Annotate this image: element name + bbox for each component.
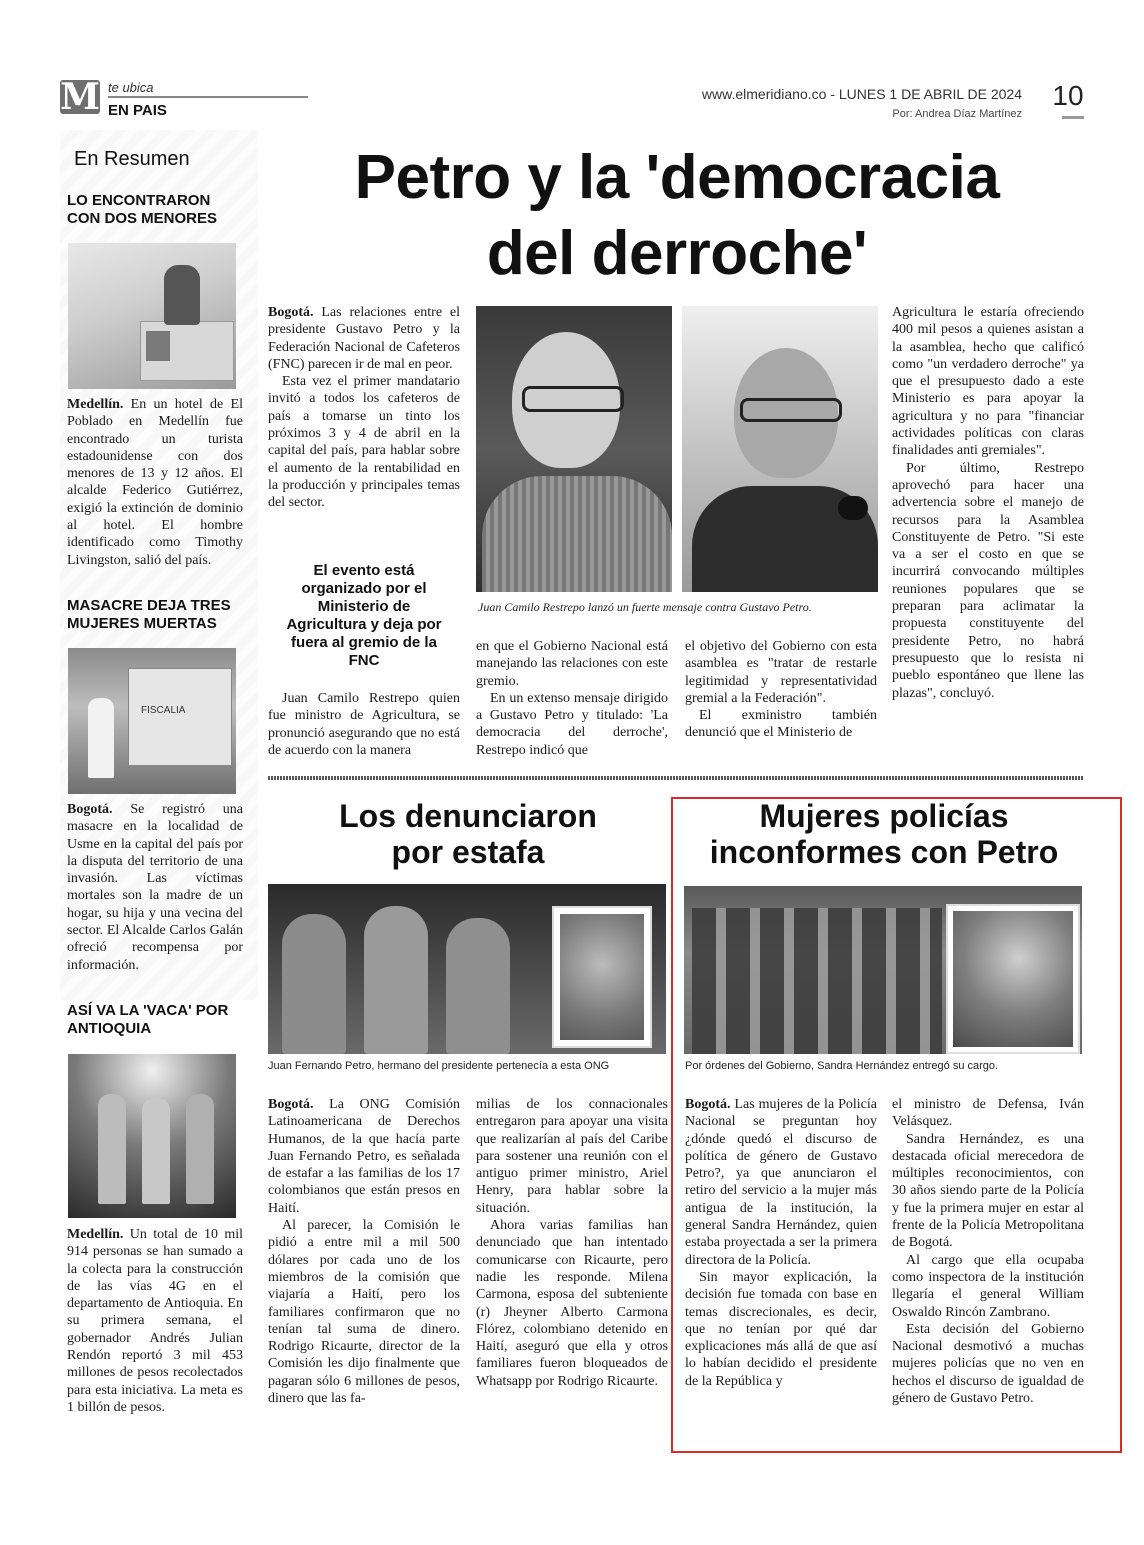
sidebar-title: En Resumen: [74, 148, 190, 170]
story2-col-2-p2: Ahora varias familias han denunciado que han intentado comunicarse con Ricaurte, pero nadie les responde. Milena Carmona, esposa del subteniente (r) Jheyner Alberto Carmona Flórez, colombiano detenido en Haití, aseguró que ella y otros familiares fueron bloqueados de Whatsapp por Rodrigo Ricaurte.: [476, 1218, 668, 1389]
page-number: 10: [1052, 80, 1084, 111]
main-col-4-p2: Por último, Restrepo aprovechó para hacer una advertencia sobre el manejo de recursos para la Asamblea Constituyente de Petro. "Si este va a ser el costo en que se incurrirá convocando múltiples reuniones populares que se preparan para aclimatar la propuesta constituyente del presidente Petro, no habrá presupuesto que lo resista ni pueblo espontáneo que llene las plazas", concluyó.: [892, 460, 1084, 701]
website-date: www.elmeridiano.co - LUNES 1 DE ABRIL DE 2024: [701, 86, 1022, 102]
story3-headline-line-1: Mujeres policías: [759, 798, 1009, 834]
sidebar-item-2-headline: MASACRE DEJA TRES MUJERES MUERTAS: [67, 597, 231, 632]
section-kicker: te ubica: [108, 80, 154, 95]
story3-col-2-p2: Sandra Hernández, es una destacada oficial merecedora de múltiples reconocimientos, con 30 años siendo parte de la Policía y fue la primera mujer en estar al frente de la Policía Metropolitana de Bogotá.: [892, 1131, 1084, 1251]
investigator-silhouette: [88, 698, 114, 778]
sandra-hernandez-portrait: [953, 911, 1073, 1047]
petro-glasses: [740, 398, 842, 422]
main-col-1-p1: Bogotá. Las relaciones entre el presidente Gustavo Petro y la Federación Nacional de Cafeteros (FNC) parecen ir de mal en peor.: [268, 305, 460, 372]
section-divider: [268, 776, 1084, 780]
main-col-3-p1: el objetivo del Gobierno con esta asamblea es "tratar de restarle legitimidad y representatividad gremial a la Federación".: [685, 639, 877, 706]
sidebar-item-2-photo: [68, 648, 236, 794]
restrepo-photo: [476, 306, 672, 592]
id-card-portrait: [146, 331, 170, 361]
main-photo-caption: Juan Camilo Restrepo lanzó un fuerte mensaje contra Gustavo Petro.: [478, 600, 812, 614]
story2-photo: [268, 884, 666, 1054]
inset-portrait-frame: [552, 906, 652, 1048]
detainee-2: [364, 906, 428, 1054]
person-silhouette: [164, 265, 200, 325]
story3-col-2: [892, 1096, 1084, 1407]
main-pullquote: El evento está organizado por el Ministerio de Agricultura y deja por fuera al gremio de la FNC: [286, 562, 442, 669]
police-formation: [692, 908, 942, 1054]
story2-col-1: [268, 1096, 460, 1407]
sidebar-item-1-headline: LO ENCONTRARON CON DOS MENORES: [67, 192, 218, 227]
restrepo-sweater: [482, 476, 672, 592]
sidebar-item-3-photo: [68, 1054, 236, 1218]
petro-photo: [682, 306, 878, 592]
main-col-2-p2: En un extenso mensaje dirigido a Gustavo Petro y titulado: 'La democracia del derroche', Restrepo indicó que: [476, 690, 668, 758]
story2-col-2-p1: milias de los connacionales entregaron para apoyar una visita que realizarían al país del Caribe para sostener una reunión con el antiguo primer ministro, Ariel Henry, para hablar sobre la situación.: [476, 1097, 668, 1216]
section-name: EN PAIS: [108, 102, 167, 119]
story3-headline: [680, 798, 1088, 870]
logo-letter: M: [60, 76, 100, 118]
story2-headline-line-2: por estafa: [391, 834, 545, 870]
author-byline: Por: Andrea Díaz Martínez: [892, 108, 1022, 120]
page-number-rule: [1062, 116, 1084, 119]
microphone-graphic: [838, 496, 868, 520]
main-col-2-p1: en que el Gobierno Nacional está manejando las relaciones con este gremio.: [476, 639, 668, 689]
sidebar-item-1-place: Medellín.: [67, 397, 124, 412]
story2-col-1-p1: Bogotá. La ONG Comisión Latinoamericana de Derechos Humanos, de la que hacía parte Juan Fernando Petro, es señalada de estafar a las familias de los 17 colombianos que están presos en Haití.: [268, 1097, 460, 1216]
detainee-1: [282, 914, 346, 1054]
sidebar-item-3-text: [67, 1226, 243, 1416]
story3-col-2-p4: Esta decisión del Gobierno Nacional desmotivó a muchas mujeres policías que no ven en hechos el discurso de igualdad de género de Gustavo Petro.: [892, 1321, 1084, 1407]
story2-headline: [268, 798, 668, 870]
main-col-1-p3: Juan Camilo Restrepo quien fue ministro de Agricultura, se pronunció asegurando que no está de acuerdo con la manera: [268, 691, 460, 758]
sidebar-item-3-headline: ASÍ VA LA 'VACA' POR ANTIOQUIA: [67, 1002, 229, 1037]
story3-headline-line-2: inconformes con Petro: [709, 834, 1059, 870]
inset-portrait-frame-2: [946, 904, 1080, 1054]
sidebar-item-1-text: [67, 396, 243, 569]
juan-fernando-petro-portrait: [560, 914, 644, 1040]
story3-col-2-p3: Al cargo que ella ocupaba como inspectora de la institución llegaría el general William Oswaldo Rincón Zambrano.: [892, 1252, 1084, 1320]
story3-place: Bogotá.: [685, 1097, 731, 1112]
main-col-1b: [268, 690, 460, 759]
sidebar-item-1-body: En un hotel de El Poblado en Medellín fue encontrado un turista estadounidense con dos menores de 13 y 12 años. El alcalde Federico Gutiérrez, exigió la extinción de dominio al hotel. El hombre identificado como Timothy Livingston, salió del país.: [67, 397, 243, 568]
main-headline-line-2: del derroche': [486, 219, 868, 288]
sidebar-item-2-text: [67, 801, 243, 974]
story2-caption: Juan Fernando Petro, hermano del presidente pertenecía a esta ONG: [268, 1060, 610, 1072]
sidebar-item-3-place: Medellín.: [67, 1227, 124, 1242]
story3-col-2-p1: el ministro de Defensa, Iván Velásquez.: [892, 1097, 1084, 1130]
sidebar-item-3-body: Un total de 10 mil 914 personas se han sumado a la colecta para la construcción de las vías 4G en el departamento de Antioquia. En su primera semana, el gobernador Andrés Julian Rendón reportó 3 mil 453 millones de pesos recolectados para esta iniciativa. La meta es 1 billón de pesos.: [67, 1227, 243, 1415]
restrepo-glasses: [522, 386, 624, 412]
main-col-3: [685, 638, 877, 742]
main-headline: [262, 140, 1092, 292]
section-rule: [108, 96, 308, 98]
story3-col-1: [685, 1096, 877, 1390]
main-headline-line-1: Petro y la 'democracia: [354, 143, 1000, 212]
fiscalia-label: FISCALIA: [141, 705, 186, 716]
story3-col-1-p2: Sin mayor explicación, la decisión fue tomada con base en temas discrecionales, es decir, que no tenían por qué dar explicaciones más allá de que así lo habían decidido el presidente de la República y: [685, 1269, 877, 1389]
story3-caption: Por órdenes del Gobierno, Sandra Hernández entregó su cargo.: [685, 1060, 999, 1072]
story2-place: Bogotá.: [268, 1097, 314, 1112]
worker-3-silhouette: [186, 1094, 214, 1204]
detainee-3: [446, 918, 510, 1054]
main-col-2: [476, 638, 668, 759]
main-col-4: [892, 304, 1084, 702]
main-place: Bogotá.: [268, 305, 314, 320]
sidebar-item-2-body: Se registró una masacre en la localidad de Usme en la capital del país por la disputa del territorio de una invasión. Las víctimas mortales son la madre de un hogar, su hija y una vecina del sector. El Alcalde Carlos Galán ofreció recompensa por información.: [67, 802, 243, 973]
worker-1-silhouette: [98, 1094, 126, 1204]
main-col-1: [268, 304, 460, 512]
story3-col-1-p1: Bogotá. Las mujeres de la Policía Nacional se preguntan hoy ¿dónde quedó el discurso de política de género de Gustavo Petro?, ya que anunciaron el retiro del servicio a la mujer más antigua de la institución, la general Sandra Hernández, quien estaba proyectada a ser la primera directora de la Policía.: [685, 1097, 877, 1268]
masthead-logo: [60, 76, 100, 118]
fiscalia-truck: [128, 668, 232, 766]
story3-photo: [684, 886, 1082, 1054]
sidebar-item-1-photo: [68, 243, 236, 389]
main-col-3-p2: El exministro también denunció que el Ministerio de: [685, 708, 877, 741]
story2-headline-line-1: Los denunciaron: [339, 798, 597, 834]
worker-2-silhouette: [142, 1098, 170, 1204]
story2-col-1-p2: Al parecer, la Comisión le pidió a entre mil a mil 500 dólares por cada uno de los miembros de la comisión que viajaría a Haití, pero los familiares confirmaron que no tenían tal suma de dinero. Rodrigo Ricaurte, director de la Comisión les dijo finalmente que pagaran sólo 6 millones de pesos, dinero que las fa-: [268, 1218, 460, 1407]
story2-col-2: [476, 1096, 668, 1390]
main-col-1-p2: Esta vez el primer mandatario invitó a todos los cafeteros de país a tomarse un tinto los próximos 3 y 4 de abril en la capital del país, para hablar sobre el aumento de la rentabilidad en la producción y principales temas del sector.: [268, 374, 460, 511]
sidebar-item-2-place: Bogotá.: [67, 802, 113, 817]
main-col-4-p1: Agricultura le estaría ofreciendo 400 mil pesos a quienes asistan a la asamblea, hecho que calificó como "un verdadero derroche" ya que el presupuesto dado a este Ministerio es para apoyar la agricultura y no para "financiar actividades políticas con claras finalidades anti gremiales".: [892, 305, 1084, 459]
